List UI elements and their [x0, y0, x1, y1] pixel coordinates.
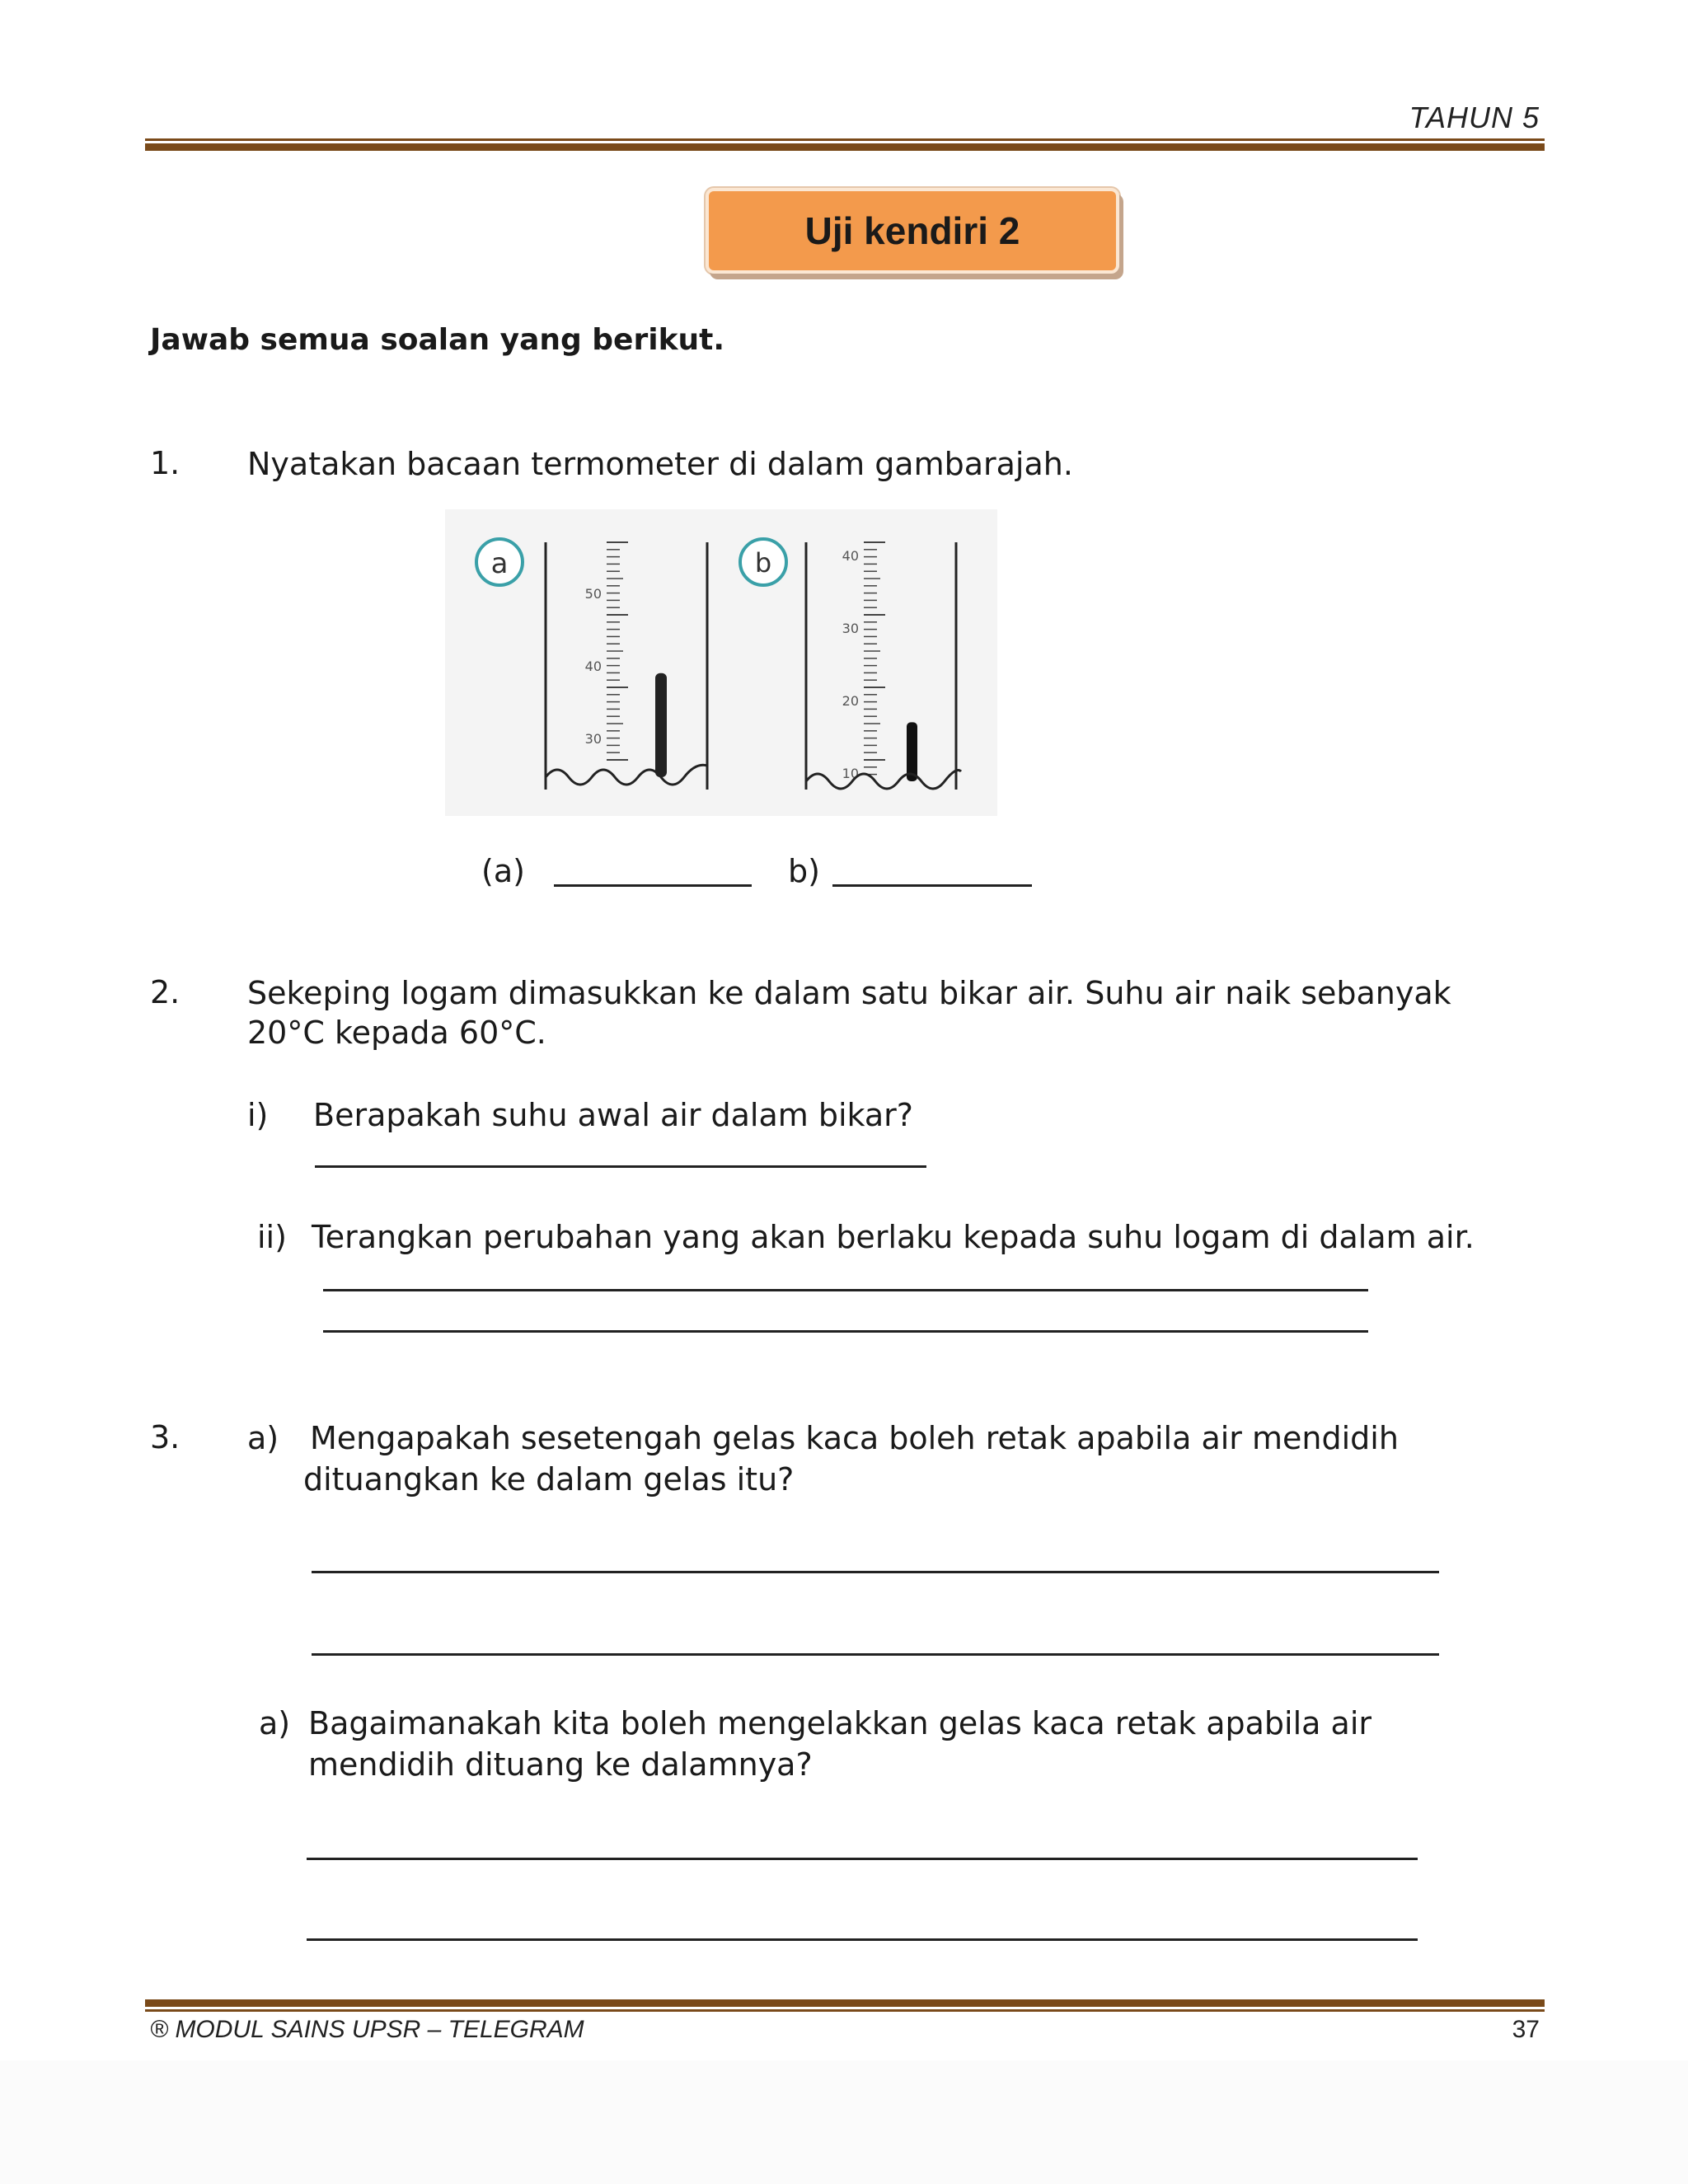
tick-label-b-20: 20	[842, 693, 859, 709]
footer-rule-thin	[145, 2009, 1545, 2012]
q1-answer-b-label: b)	[788, 853, 820, 889]
q3-b-line2: mendidih dituang ke dalamnya?	[308, 1746, 813, 1783]
q3-a-answer-blank-2[interactable]	[312, 1653, 1439, 1656]
thermometer-b-label: b	[754, 547, 772, 579]
q1-text: Nyatakan bacaan termometer di dalam gambarajah.	[247, 446, 1073, 482]
q2-i-label: i)	[247, 1097, 269, 1133]
q2-text-line1: Sekeping logam dimasukkan ke dalam satu bikar air. Suhu air naik sebanyak	[247, 975, 1451, 1011]
q2-i-answer-blank[interactable]	[315, 1165, 926, 1168]
tick-label-b-10: 10	[842, 766, 859, 781]
q3-b-answer-blank-1[interactable]	[307, 1858, 1418, 1860]
page-number: 37	[1512, 2016, 1540, 2043]
q3-a-answer-blank-1[interactable]	[312, 1571, 1439, 1573]
page-bottom-margin	[0, 2060, 1688, 2184]
q2-i-text: Berapakah suhu awal air dalam bikar?	[313, 1097, 913, 1133]
section-title: Uji kendiri 2	[706, 188, 1119, 274]
q1-answer-a-blank[interactable]	[554, 884, 752, 887]
header-rule	[145, 143, 1545, 151]
q2-ii-text: Terangkan perubahan yang akan berlaku kepada suhu logam di dalam air.	[312, 1219, 1475, 1255]
header-tag: TAHUN 5	[1409, 101, 1540, 134]
q2-ii-answer-blank-2[interactable]	[323, 1330, 1368, 1333]
tick-label-b-40: 40	[842, 548, 859, 564]
mercury-column-a	[655, 673, 667, 777]
footer-module: ® MODUL SAINS UPSR – TELEGRAM	[150, 2016, 584, 2043]
tick-label-a-40: 40	[584, 658, 602, 674]
instruction: Jawab semua soalan yang berikut.	[150, 323, 725, 357]
q3-number: 3.	[150, 1419, 181, 1455]
q1-answer-b-blank[interactable]	[832, 884, 1032, 887]
q3-b-label: a)	[259, 1705, 291, 1741]
thermometer-a-label: a	[490, 547, 509, 580]
q2-ii-label: ii)	[257, 1219, 287, 1255]
q3-a-label: a)	[247, 1420, 279, 1456]
q3-b-line1: Bagaimanakah kita boleh mengelakkan gelas kaca retak apabila air	[308, 1705, 1372, 1741]
q1-number: 1.	[150, 445, 181, 481]
mercury-column-b	[907, 722, 917, 781]
footer-rule	[145, 1999, 1545, 2007]
header-rule-thin	[145, 138, 1545, 141]
tick-label-a-30: 30	[584, 731, 602, 747]
q2-number: 2.	[150, 974, 181, 1010]
q1-answer-a-label: (a)	[481, 853, 525, 889]
q3-a-line2: dituangkan ke dalam gelas itu?	[303, 1461, 795, 1497]
q2-text-line2: 20°C kepada 60°C.	[247, 1015, 546, 1051]
q3-b-answer-blank-2[interactable]	[307, 1938, 1418, 1941]
q2-ii-answer-blank-1[interactable]	[323, 1289, 1368, 1291]
tick-label-b-30: 30	[842, 621, 859, 636]
tick-label-a-50: 50	[584, 586, 602, 602]
q3-a-line1: Mengapakah sesetengah gelas kaca boleh retak apabila air mendidih	[310, 1420, 1399, 1456]
thermometer-figure	[445, 509, 997, 816]
